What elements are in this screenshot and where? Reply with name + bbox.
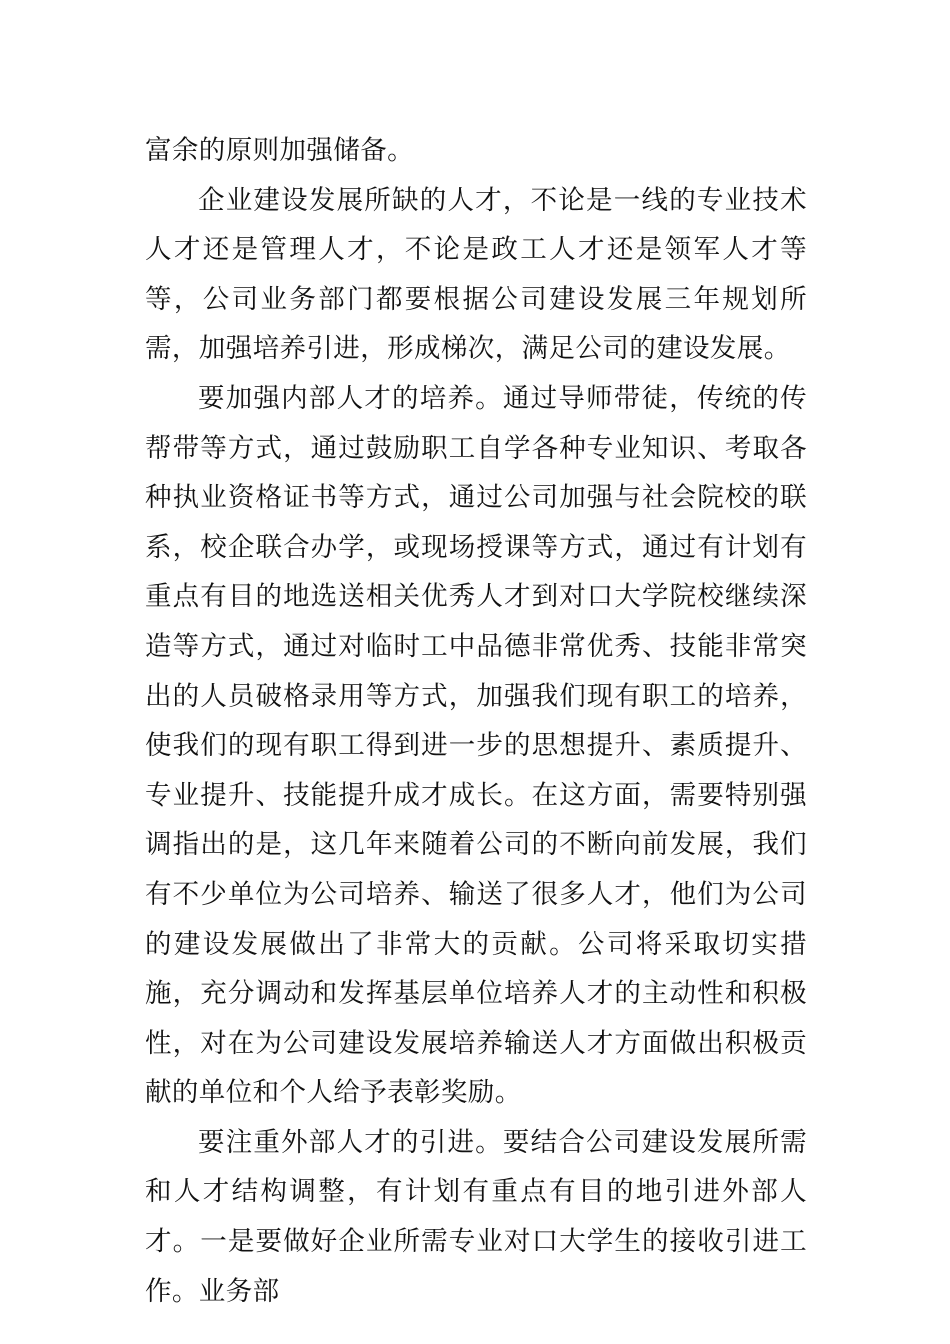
paragraph-talent-needs: 企业建设发展所缺的人才，不论是一线的专业技术人才还是管理人才，不论是政工人才还是领军人才等等，公司业务部门都要根据公司建设发展三年规划所需，加强培养引进，形成梯次，满足公司的建设发展。 <box>145 184 807 365</box>
paragraph-internal-training: 要加强内部人才的培养。通过导师带徒，传统的传帮带等方式，通过鼓励职工自学各种专业知识、考取各种执业资格证书等方式，通过公司加强与社会院校的联系，校企联合办学，或现场授课等方式，通过有计划有重点有目的地选送相关优秀人才到对口大学院校继续深造等方式，通过对临时工中品德非常优秀、技能非常突出的人员破格录用等方式，加强我们现有职工的培养，使我们的现有职工得到进一步的思想提升、素质提升、专业提升、技能提升成才成长。在这方面，需要特别强调指出的是，这几年来随着公司的不断向前发展，我们有不少单位为公司培养、输送了很多人才，他们为公司的建设发展做出了非常大的贡献。公司将采取切实措施，充分调动和发挥基层单位培养人才的主动性和积极性，对在为公司建设发展培养输送人才方面做出积极贡献的单位和个人给予表彰奖励。 <box>145 382 807 1109</box>
document-body <box>145 126 807 1316</box>
paragraph-continuation: 富余的原则加强储备。 <box>145 135 414 166</box>
paragraph-external-recruitment: 要注重外部人才的引进。要结合公司建设发展所需和人才结构调整，有计划有重点有目的地引进外部人才。一是要做好企业所需专业对口大学生的接收引进工作。业务部 <box>145 1126 807 1307</box>
